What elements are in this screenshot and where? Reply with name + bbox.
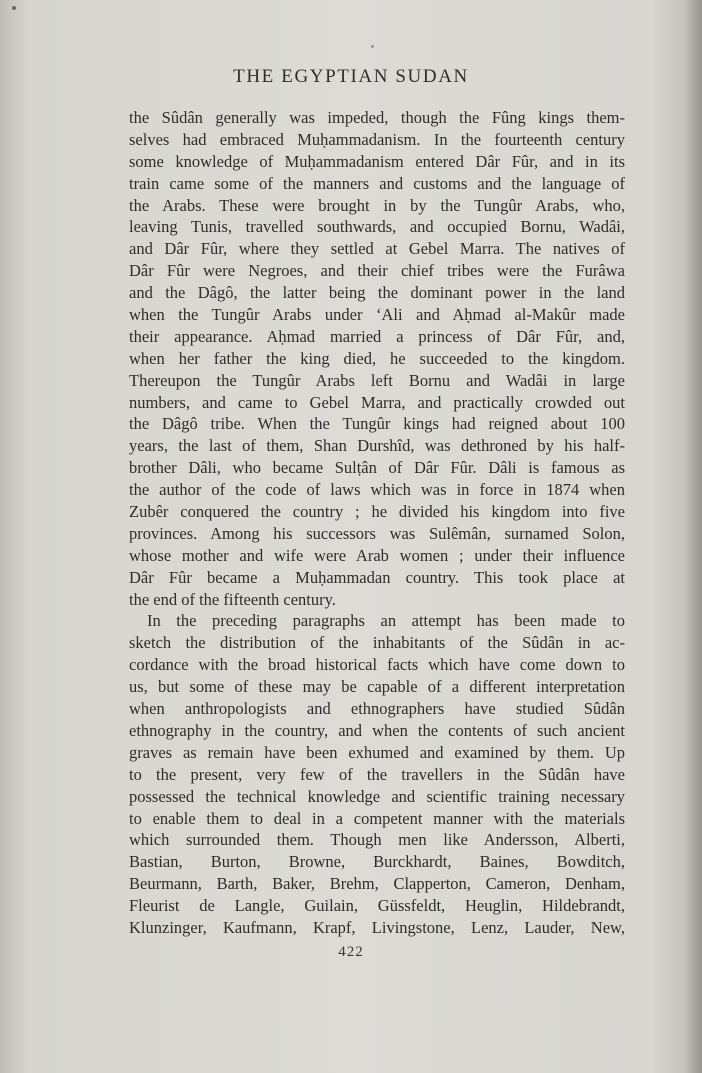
text-line: to enable them to deal in a competent manner with the materials	[129, 808, 625, 828]
text-line: Bastian, Burton, Browne, Burckhardt, Baines, Bowditch,	[129, 852, 625, 872]
text-line: Thereupon the Tungûr Arabs left Bornu and Wadâi in large	[129, 370, 625, 390]
text-line: selves had embraced Muḥammadanism. In the fourteenth century	[129, 129, 625, 149]
text-line: the Dâgô tribe. When the Tungûr kings had reigned about 100	[129, 414, 625, 434]
text-line: Dâr Fûr became a Muḥammadan country. This took place at	[129, 567, 625, 587]
text-line: when the Tungûr Arabs under ‘Ali and Aḥmad al-Makûr made	[129, 305, 625, 325]
text-line: Dâr Fûr were Negroes, and their chief tribes were the Furâwa	[129, 261, 625, 281]
text-line: the Arabs. These were brought in by the Tungûr Arabs, who,	[129, 195, 625, 215]
text-line: In the preceding paragraphs an attempt has been made to	[147, 611, 625, 631]
text-line: and the Dâgô, the latter being the dominant power in the land	[129, 283, 625, 303]
text-line: numbers, and came to Gebel Marra, and practically crowded out	[129, 392, 625, 412]
text-line: when her father the king died, he succeeded to the kingdom.	[129, 348, 625, 368]
text-line: some knowledge of Muḥammadanism entered Dâr Fûr, and in its	[129, 151, 625, 171]
text-line: graves as remain have been exhumed and examined by them. Up	[129, 742, 625, 762]
page-edge-shadow	[684, 0, 702, 1073]
text-line: Klunzinger, Kaufmann, Krapf, Livingstone, Lenz, Lauder, New,	[129, 917, 625, 937]
text-line: to the present, very few of the travellers in the Sûdân have	[129, 764, 625, 784]
text-line: their appearance. Aḥmad married a princess of Dâr Fûr, and,	[129, 326, 625, 346]
page-number: 422	[338, 944, 364, 960]
text-line: Beurmann, Barth, Baker, Brehm, Clapperton, Cameron, Denham,	[129, 874, 625, 894]
text-line: provinces. Among his successors was Sulêmân, surnamed Solon,	[129, 523, 625, 543]
text-line: years, the last of them, Shan Durshîd, was dethroned by his half-	[129, 436, 625, 456]
text-line: sketch the distribution of the inhabitants of the Sûdân in ac-	[129, 633, 625, 653]
text-line: the Sûdân generally was impeded, though the Fûng kings them-	[129, 108, 625, 127]
text-line: which surrounded them. Though men like Andersson, Alberti,	[129, 830, 625, 850]
text-line: Zubêr conquered the country ; he divided his kingdom into five	[129, 502, 625, 522]
text-line: cordance with the broad historical facts which have come down to	[129, 655, 625, 675]
ink-fleck	[371, 45, 374, 48]
running-head: THE EGYPTIAN SUDAN	[233, 66, 469, 87]
text-line: ethnography in the country, and when the contents of such ancient	[129, 720, 625, 740]
text-line: when anthropologists and ethnographers have studied Sûdân	[129, 699, 625, 719]
text-line: the end of the fifteenth century.	[129, 589, 336, 609]
text-line: possessed the technical knowledge and scientific training necessary	[129, 786, 625, 806]
text-line: train came some of the manners and customs and the language of	[129, 173, 625, 193]
ink-fleck	[12, 6, 16, 10]
text-line: the author of the code of laws which was in force in 1874 when	[129, 480, 625, 500]
text-line: leaving Tunis, travelled southwards, and occupied Bornu, Wadâi,	[129, 217, 625, 237]
text-line: and Dâr Fûr, where they settled at Gebel Marra. The natives of	[129, 239, 625, 259]
text-line: us, but some of these may be capable of a different interpretation	[129, 677, 625, 697]
body-text	[129, 107, 625, 939]
text-line: brother Dâli, who became Sulṭân of Dâr Fûr. Dâli is famous as	[129, 458, 625, 478]
text-line: Fleurist de Langle, Guilain, Güssfeldt, Heuglin, Hildebrandt,	[129, 896, 625, 916]
text-line: whose mother and wife were Arab women ; under their influence	[129, 545, 625, 565]
